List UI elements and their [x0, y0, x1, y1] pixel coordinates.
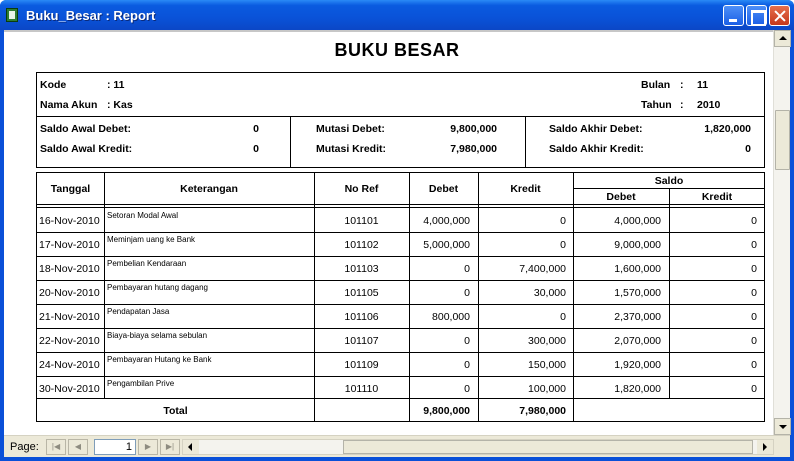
header-keterangan: Keterangan	[180, 183, 238, 195]
scroll-left-icon[interactable]	[183, 440, 199, 454]
saldo-awal-kredit-label: Saldo Awal Kredit:	[40, 143, 133, 155]
report-page	[4, 30, 773, 435]
page-number-input[interactable]: 1	[94, 439, 136, 455]
summary-box	[36, 116, 765, 168]
report-icon	[6, 8, 18, 22]
header-no-ref: No Ref	[344, 183, 379, 195]
tahun-sep: :	[680, 99, 684, 111]
window-title: Buku_Besar : Report	[26, 8, 156, 23]
saldo-akhir-kredit-label: Saldo Akhir Kredit:	[549, 143, 644, 155]
saldo-awal-kredit-value: 0	[253, 143, 259, 155]
vertical-scrollbar[interactable]	[773, 30, 790, 435]
bulan-sep: :	[680, 79, 684, 91]
saldo-awal-debet-label: Saldo Awal Debet:	[40, 123, 132, 135]
vertical-scroll-thumb[interactable]	[775, 110, 790, 170]
header-debet: Debet	[428, 183, 459, 195]
page-navigation-bar	[4, 435, 790, 457]
last-page-button[interactable]: ▶|	[160, 439, 180, 455]
saldo-akhir-kredit-value: 0	[745, 143, 751, 155]
minimize-button[interactable]	[723, 5, 744, 26]
mutasi-kredit-value: 7,980,000	[450, 143, 497, 155]
header-saldo-kredit: Kredit	[701, 191, 733, 203]
kode-value: : 11	[107, 79, 125, 91]
close-button[interactable]	[769, 5, 790, 26]
bulan-value: 11	[697, 79, 709, 91]
header-tanggal: Tanggal	[50, 183, 91, 195]
previous-page-button[interactable]: ◀	[68, 439, 88, 455]
next-page-button[interactable]: ▶	[138, 439, 158, 455]
account-header-box	[36, 72, 765, 117]
ledger-table: Tanggal Keterangan No Ref Debet Kredit Saldo Debet Kredit 16-Nov-2010 Setoran Modal Awal 101101 4,000,000 0 4,000,000 0 17-Nov-2010 Meminjam uang ke Bank 101102 5,000,000 0 9,000,000 0 18-Nov-2010 Pembelian Kendaraan 101103 0 7,400,000 1,600,000 0 20-Nov-2010 Pembayaran hutang dagang 101105 0 30,000 1,570,000 0 21-Nov-2010 Pendapatan Jasa 101106 800,000 0 2,370,000 0 22-Nov-2010 Biaya-biaya selama sebulan 101107 0 300,000 2,070,000 0 24-Nov-2010 Pembayaran Hutang ke Bank 101109 0 150,000 1,920,000 0 30-Nov-2010 Pengambilan Prive 101110 0 100,000 1,820,000 0 Total 9,800,000 7,980,000	[36, 172, 765, 422]
title-bar[interactable]	[0, 0, 794, 30]
saldo-akhir-debet-label: Saldo Akhir Debet:	[549, 123, 643, 135]
page-label: Page:	[10, 441, 39, 453]
tahun-value: 2010	[697, 99, 721, 111]
scroll-down-icon[interactable]	[774, 418, 791, 435]
total-debet: 9,800,000	[423, 405, 470, 417]
total-label: Total	[163, 405, 188, 417]
client-area	[4, 30, 790, 457]
scroll-right-icon[interactable]	[757, 440, 773, 454]
horizontal-scroll-thumb[interactable]	[343, 440, 753, 454]
mutasi-kredit-label: Mutasi Kredit:	[316, 143, 387, 155]
header-kredit: Kredit	[510, 183, 541, 195]
header-saldo: Saldo	[654, 175, 684, 187]
nama-akun-label: Nama Akun	[40, 99, 98, 111]
scroll-up-icon[interactable]	[774, 30, 791, 47]
saldo-awal-debet-value: 0	[253, 123, 259, 135]
maximize-button[interactable]	[746, 5, 767, 26]
mutasi-debet-value: 9,800,000	[450, 123, 497, 135]
horizontal-scrollbar[interactable]	[182, 439, 774, 455]
header-saldo-debet: Debet	[606, 191, 636, 203]
report-title: BUKU BESAR	[334, 40, 460, 60]
kode-label: Kode	[40, 79, 67, 91]
nama-akun-value: : Kas	[107, 99, 133, 111]
tahun-label: Tahun	[641, 99, 672, 111]
first-page-button[interactable]: |◀	[46, 439, 66, 455]
mutasi-debet-label: Mutasi Debet:	[316, 123, 385, 135]
saldo-akhir-debet-value: 1,820,000	[704, 123, 751, 135]
total-kredit: 7,980,000	[519, 405, 566, 417]
bulan-label: Bulan	[641, 79, 671, 91]
